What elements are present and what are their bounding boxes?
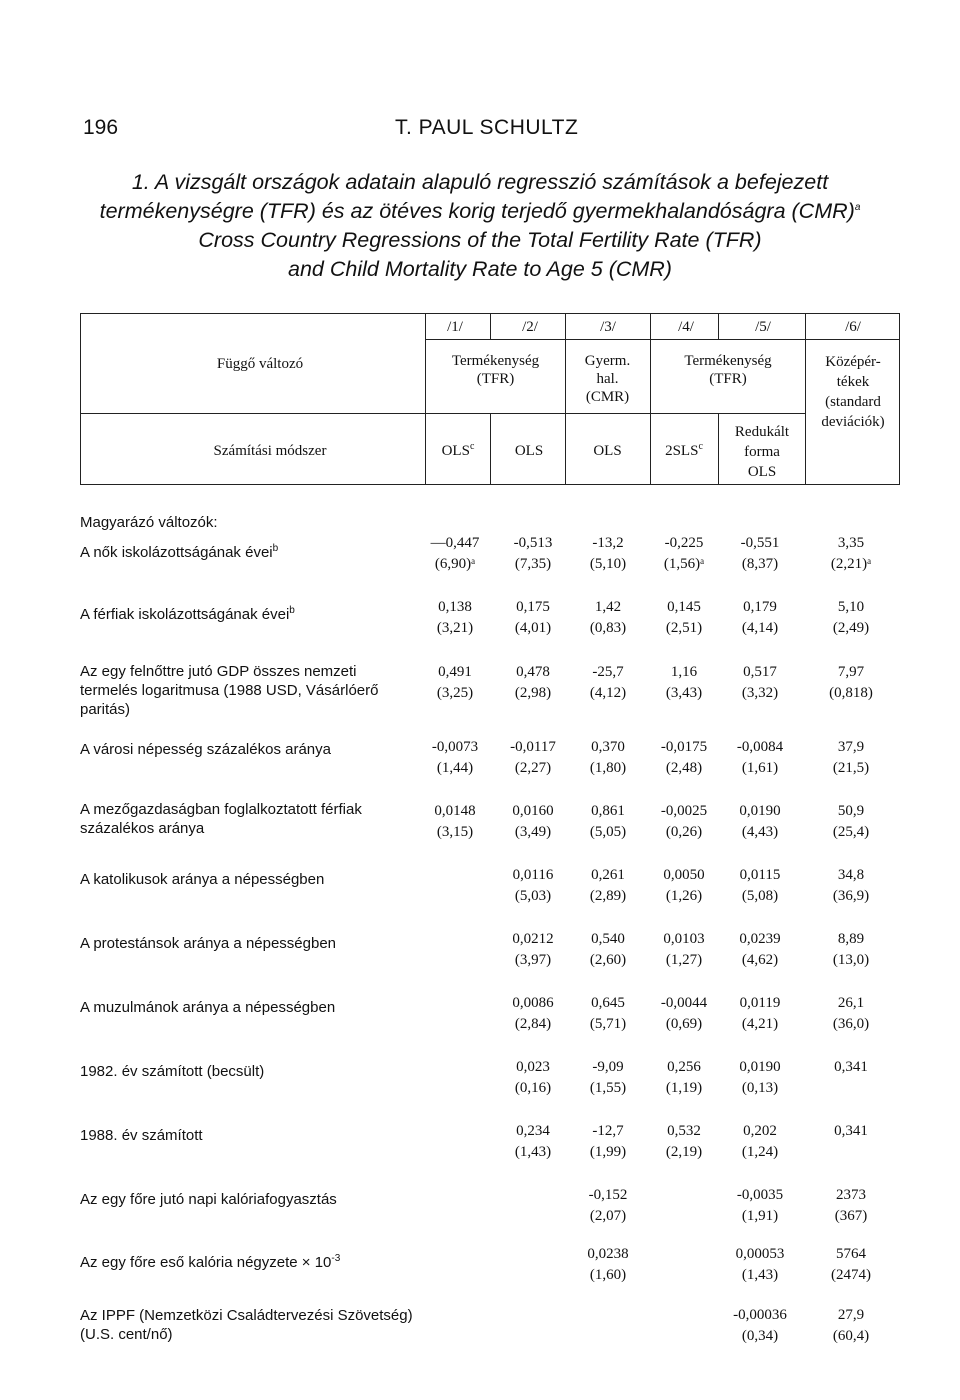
standard-error-value: (2,49) [832, 620, 870, 636]
coefficient-value: 26,1 [837, 995, 865, 1011]
standard-error-value: (5,03) [514, 888, 552, 904]
coefficient-value: 0,0190 [739, 1059, 781, 1075]
standard-error-value: (4,21) [741, 1016, 779, 1032]
standard-error-value: (2,48) [665, 760, 703, 776]
coefficient-value: 0,861 [591, 803, 625, 819]
row-label: A városi népesség százalékos aránya [80, 741, 331, 758]
standard-error-value: (1,44) [436, 760, 474, 776]
table-cell [568, 1057, 648, 1099]
table-cell [811, 533, 891, 575]
row-label: 1982. év számított (becsült) [80, 1063, 265, 1080]
standard-error-value: (1,27) [665, 952, 703, 968]
col-number-2: /2/ [522, 319, 538, 335]
method-2: OLS [514, 443, 544, 459]
coefficient-value: -25,7 [592, 664, 624, 680]
coefficient-value: 0,0238 [587, 1246, 629, 1262]
table-cell [811, 737, 891, 779]
standard-error-value: (0,818) [829, 685, 873, 701]
row-label: A katolikusok aránya a népességben [80, 871, 325, 888]
header-divider-top [425, 339, 900, 340]
table-cell [720, 597, 800, 639]
standard-error-value: (0,26) [665, 824, 703, 840]
standard-error-value: (1,26) [665, 888, 703, 904]
table-cell [493, 993, 573, 1035]
standard-error-value: (36,9) [832, 888, 870, 904]
coefficient-value: 34,8 [837, 867, 865, 883]
coefficient-value: 5,10 [837, 599, 865, 615]
header-col-sep-3 [565, 313, 566, 485]
standard-error-value: (1,43) [514, 1144, 552, 1160]
table-cell [811, 801, 891, 843]
table-cell [644, 929, 724, 971]
method-1: OLS$^c$ [441, 441, 475, 459]
coefficient-value: 0,138 [438, 599, 472, 615]
table-cell [720, 1305, 800, 1347]
method-3: OLS [593, 443, 622, 459]
standard-error-value: (1,99) [589, 1144, 627, 1160]
standard-error-value: (8,37) [741, 556, 779, 572]
col-number-3: /3/ [600, 319, 616, 335]
table-cell [644, 737, 724, 779]
standard-error-value: (0,16) [514, 1080, 552, 1096]
standard-error-value: (3,32) [741, 685, 779, 701]
coefficient-value: 0,478 [516, 664, 550, 680]
table-cell [811, 662, 891, 704]
standard-error-value: (2,07) [589, 1208, 627, 1224]
coefficient-value: 0,261 [591, 867, 625, 883]
coefficient-value: 37,9 [837, 739, 865, 755]
table-cell [720, 929, 800, 971]
row-label-dependent: Függő változó [216, 356, 304, 372]
standard-error-value: (4,62) [741, 952, 779, 968]
table-cell [493, 1057, 573, 1099]
standard-error-value: (2474) [831, 1267, 871, 1283]
title-line-1: 1. A vizsgált országok adatain alapuló regresszió számítások a befejezett [131, 170, 829, 194]
table-cell [568, 1185, 648, 1227]
coefficient-value: 0,0119 [739, 995, 781, 1011]
header-col-sep-5b [718, 413, 719, 485]
coefficient-value: 27,9 [837, 1307, 865, 1323]
row-label: Az egy főre eső kalória négyzete × $10^{-3}$ [80, 1253, 341, 1271]
standard-error-value: (2,60) [589, 952, 627, 968]
table-cell [720, 1244, 800, 1286]
table-cell [720, 533, 800, 575]
col-number-5: /5/ [755, 319, 771, 335]
coefficient-value: 0,370 [591, 739, 625, 755]
method-5: Redukált forma OLS [734, 424, 790, 480]
title-line-2: termékenységre (TFR) és az ötéves korig terjedő gyermekhalandóságra (CMR)$^a$ [99, 199, 861, 223]
coefficient-value: 0,0050 [663, 867, 705, 883]
dep-tfr-2: Termékenység (TFR) [684, 353, 772, 387]
coefficient-value: 0,0103 [663, 931, 705, 947]
row-label: Az egy főre jutó napi kalóriafogyasztás [80, 1191, 337, 1208]
standard-error-value: (0,83) [589, 620, 627, 636]
header-col-sep-2 [490, 413, 491, 485]
standard-error-value: (2,98) [514, 685, 552, 701]
standard-error-value: (1,55) [589, 1080, 627, 1096]
coefficient-value: 0,0116 [512, 867, 554, 883]
table-cell [720, 737, 800, 779]
table-cell [720, 801, 800, 843]
title-note-mark: a [854, 201, 861, 213]
standard-error-value: (3,15) [436, 824, 474, 840]
table-cell [811, 1121, 891, 1142]
coefficient-value: 0,491 [438, 664, 472, 680]
standard-error-value: (2,27) [514, 760, 552, 776]
table-cell [568, 737, 648, 779]
standard-error-value: (0,34) [741, 1328, 779, 1344]
coefficient-value: -12,7 [592, 1123, 624, 1139]
header-divider-mid [80, 413, 805, 414]
standard-error-value: (13,0) [832, 952, 870, 968]
coefficient-value: 0,0239 [739, 931, 781, 947]
standard-error-value: (5,10) [589, 556, 627, 572]
standard-error-value: (3,43) [665, 685, 703, 701]
table-cell [568, 662, 648, 704]
coefficient-value: 0,341 [834, 1123, 868, 1139]
table-cell [644, 597, 724, 639]
header-col-sep-1 [425, 313, 426, 485]
table-cell [811, 1185, 891, 1227]
table-cell [811, 1244, 891, 1286]
table-cell [811, 865, 891, 907]
dep-means: Középér- tékek (standard deviációk) [821, 354, 885, 430]
table-cell [415, 597, 495, 639]
standard-error-value: (3,25) [436, 685, 474, 701]
coefficient-value: -9,09 [592, 1059, 624, 1075]
table-cell [415, 533, 495, 575]
standard-error-value: (21,5) [832, 760, 870, 776]
coefficient-value: 5764 [836, 1246, 866, 1262]
table-cell [811, 929, 891, 971]
standard-error-value: (5,71) [589, 1016, 627, 1032]
standard-error-value: (6,90)ᵃ [434, 556, 476, 572]
standard-error-value: (4,01) [514, 620, 552, 636]
standard-error-value: (1,91) [741, 1208, 779, 1224]
standard-error-value: (5,05) [589, 824, 627, 840]
standard-error-value: (2,89) [589, 888, 627, 904]
standard-error-value: (4,12) [589, 685, 627, 701]
row-label: A mezőgazdaságban foglalkoztatott férfiak százalékos aránya [80, 801, 362, 837]
standard-error-value: (3,49) [514, 824, 552, 840]
table-cell [493, 1121, 573, 1163]
coefficient-value: 0,023 [516, 1059, 550, 1075]
standard-error-value: (2,19) [665, 1144, 703, 1160]
coefficient-value: 0,179 [743, 599, 777, 615]
method-4: 2SLS$^c$ [665, 441, 703, 459]
page-number: 196 [83, 116, 119, 139]
coefficient-value: -0,225 [664, 535, 704, 551]
table-cell [415, 662, 495, 704]
table-cell [720, 865, 800, 907]
coefficient-value: 2373 [836, 1187, 866, 1203]
standard-error-value: (1,56)ᵃ [663, 556, 705, 572]
table-cell [811, 993, 891, 1035]
coefficient-value: 3,35 [837, 535, 865, 551]
coefficient-value: -0,0073 [431, 739, 479, 755]
standard-error-value: (1,80) [589, 760, 627, 776]
table-cell [720, 1185, 800, 1227]
table-cell [493, 865, 573, 907]
table-cell [811, 1305, 891, 1347]
coefficient-value: -0,0044 [660, 995, 708, 1011]
header-col-sep-2b [490, 313, 491, 339]
table-cell [644, 1121, 724, 1163]
header-col-sep-4 [650, 313, 651, 485]
coefficient-value: 0,202 [743, 1123, 777, 1139]
standard-error-value: (2,51) [665, 620, 703, 636]
coefficient-value: 0,145 [667, 599, 701, 615]
table-cell [493, 801, 573, 843]
col-number-1: /1/ [447, 319, 463, 335]
coefficient-value: -0,0084 [736, 739, 784, 755]
standard-error-value: (0,13) [741, 1080, 779, 1096]
table-cell [493, 737, 573, 779]
coefficient-value: 8,89 [837, 931, 865, 947]
standard-error-value: (1,60) [589, 1267, 627, 1283]
table-cell [493, 533, 573, 575]
table-cell [811, 1057, 891, 1078]
standard-error-value: (60,4) [832, 1328, 870, 1344]
coefficient-value: -0,152 [588, 1187, 628, 1203]
coefficient-value: -0,00036 [733, 1307, 787, 1323]
table-cell [568, 597, 648, 639]
standard-error-value: (3,97) [514, 952, 552, 968]
coefficient-value: -0,0025 [660, 803, 708, 819]
coefficient-value: -0,0117 [510, 739, 556, 755]
col-number-4: /4/ [678, 319, 694, 335]
table-cell [568, 929, 648, 971]
coefficient-value: 0,0086 [512, 995, 554, 1011]
row-label: A muzulmánok aránya a népességben [80, 999, 336, 1016]
standard-error-value: (1,24) [741, 1144, 779, 1160]
header-col-sep-5a [718, 313, 719, 339]
standard-error-value: (3,21) [436, 620, 474, 636]
table-cell [568, 1244, 648, 1286]
table-cell [415, 801, 495, 843]
running-head-author: T. PAUL SCHULTZ [395, 116, 579, 139]
coefficient-value: 1,16 [670, 664, 698, 680]
coefficient-value: -0,0035 [736, 1187, 784, 1203]
standard-error-value: (4,43) [741, 824, 779, 840]
coefficient-value: 0,175 [516, 599, 550, 615]
table-cell [568, 1121, 648, 1163]
coefficient-value: 0,645 [591, 995, 625, 1011]
coefficient-value: 0,00053 [735, 1246, 785, 1262]
table-cell [644, 533, 724, 575]
standard-error-value: (367) [834, 1208, 868, 1224]
coefficient-value: 7,97 [837, 664, 865, 680]
coefficient-value: 1,42 [594, 599, 622, 615]
coefficient-value: -0,551 [740, 535, 780, 551]
title-line-4: and Child Mortality Rate to Age 5 (CMR) [288, 257, 672, 281]
coefficient-value: 0,0148 [434, 803, 476, 819]
table-cell [720, 662, 800, 704]
standard-error-value: (2,84) [514, 1016, 552, 1032]
table-cell [811, 597, 891, 639]
coefficient-value: -0,513 [513, 535, 553, 551]
coefficient-value: -0,0175 [660, 739, 708, 755]
row-label: A nők iskolázottságának évei$^b$ [80, 543, 279, 561]
coefficient-value: 0,532 [667, 1123, 701, 1139]
col-number-6: /6/ [845, 319, 861, 335]
table-cell [415, 737, 495, 779]
standard-error-value: (7,35) [514, 556, 552, 572]
row-label: 1988. év számított [80, 1127, 203, 1144]
table-cell [644, 993, 724, 1035]
coefficient-value: 50,9 [837, 803, 865, 819]
coefficient-value: 0,0212 [512, 931, 554, 947]
standard-error-value: (4,14) [741, 620, 779, 636]
table-cell [720, 1121, 800, 1163]
table-cell [720, 1057, 800, 1099]
standard-error-value: (0,69) [665, 1016, 703, 1032]
coefficient-value: 0,0115 [739, 867, 781, 883]
table-cell [493, 597, 573, 639]
standard-error-value: (1,43) [741, 1267, 779, 1283]
dep-cmr: Gyerm. hal. (CMR) [584, 353, 631, 405]
table-cell [720, 993, 800, 1035]
table-title [40, 168, 920, 284]
standard-error-value: (25,4) [832, 824, 870, 840]
coefficient-value: 0,540 [591, 931, 625, 947]
table-cell [568, 993, 648, 1035]
standard-error-value: (1,19) [665, 1080, 703, 1096]
row-label: A férfiak iskolázottságának évei$^b$ [80, 605, 295, 623]
coefficient-value: 0,256 [667, 1059, 701, 1075]
standard-error-value: (5,08) [741, 888, 779, 904]
table-cell [644, 865, 724, 907]
row-label: A protestánsok aránya a népességben [80, 935, 337, 952]
section-label: Magyarázó változók: [80, 514, 218, 531]
table-cell [644, 662, 724, 704]
table-cell [493, 929, 573, 971]
coefficient-value: 0,0160 [512, 803, 554, 819]
table-cell [493, 662, 573, 704]
table-cell [568, 533, 648, 575]
coefficient-value: -13,2 [592, 535, 624, 551]
standard-error-value: (2,21)ᵃ [830, 556, 872, 572]
coefficient-value: —0,447 [430, 535, 480, 551]
standard-error-value: (1,61) [741, 760, 779, 776]
row-label-method: Számítási módszer [213, 443, 327, 459]
row-label: Az IPPF (Nemzetközi Családtervezési Szövetség) (U.S. cent/nő) [80, 1307, 413, 1343]
coefficient-value: 0,517 [743, 664, 777, 680]
table-cell [644, 1057, 724, 1099]
coefficient-value: 0,0190 [739, 803, 781, 819]
coefficient-value: 0,341 [834, 1059, 868, 1075]
table-cell [644, 801, 724, 843]
title-line-3: Cross Country Regressions of the Total Fertility Rate (TFR) [198, 228, 762, 252]
table-cell [568, 865, 648, 907]
dep-tfr-1: Termékenység (TFR) [451, 353, 540, 387]
coefficient-value: 0,234 [516, 1123, 550, 1139]
table-cell [568, 801, 648, 843]
row-label: Az egy felnőttre jutó GDP összes nemzeti termelés logaritmusa (1988 USD, Vásárlóerő paritás) [80, 663, 379, 718]
standard-error-value: (36,0) [832, 1016, 870, 1032]
